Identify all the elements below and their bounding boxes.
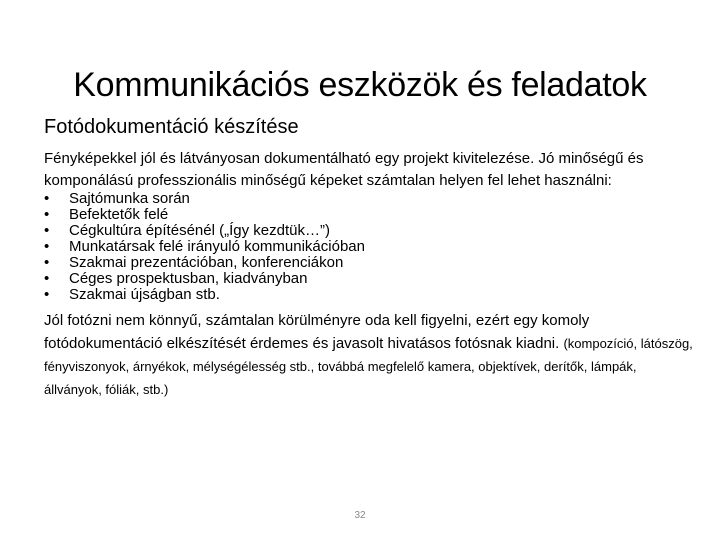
list-item xyxy=(44,271,694,287)
bullet-icon: • xyxy=(44,238,50,255)
list-item xyxy=(44,223,694,239)
slide-title: Kommunikációs eszközök és feladatok xyxy=(73,65,647,104)
section-subtitle: Fotódokumentáció készítése xyxy=(44,116,299,138)
list-item xyxy=(44,191,694,207)
closing-main-text: Jól fotózni nem könnyű, számtalan körülményre oda kell figyelni, ezért egy komoly fotódokumentáció elkészítését érdemes és javasolt hivatásos fotósnak kiadni. xyxy=(44,312,590,352)
bullet-icon: • xyxy=(44,254,50,271)
list-item-text: Szakmai újságban stb. xyxy=(69,286,220,303)
bullet-icon: • xyxy=(44,286,50,303)
list-item-text: Cégkultúra építésénél („Így kezdtük…”) xyxy=(69,222,330,239)
list-item xyxy=(44,255,694,271)
list-item-text: Befektetők felé xyxy=(69,206,169,223)
closing-note-text: (kompozíció, látószög, fényviszonyok, árnyékok, mélységélesség stb., továbbá megfelelő kamera, objektívek, derítők, lámpák, állványok, fóliák, stb.) xyxy=(44,336,693,397)
list-item-text: Sajtómunka során xyxy=(69,190,190,207)
bullet-icon: • xyxy=(44,206,50,223)
closing-paragraph xyxy=(44,309,694,401)
page-number: 32 xyxy=(354,510,366,521)
list-item xyxy=(44,287,694,303)
bullet-icon: • xyxy=(44,270,50,287)
bullet-icon: • xyxy=(44,222,50,239)
usage-bullet-list xyxy=(44,191,694,303)
intro-paragraph: Fényképekkel jól és látványosan dokumentálható egy projekt kivitelezése. Jó minőségű és komponálású professzionális minőségű képeket számtalan helyen fel lehet használni: xyxy=(44,150,644,189)
list-item-text: Céges prospektusban, kiadványban xyxy=(69,270,308,287)
slide-content xyxy=(44,114,694,401)
list-item-text: Szakmai prezentációban, konferenciákon xyxy=(69,254,344,271)
list-item-text: Munkatársak felé irányuló kommunikációban xyxy=(69,238,365,255)
bullet-icon: • xyxy=(44,190,50,207)
list-item xyxy=(44,207,694,223)
list-item xyxy=(44,239,694,255)
